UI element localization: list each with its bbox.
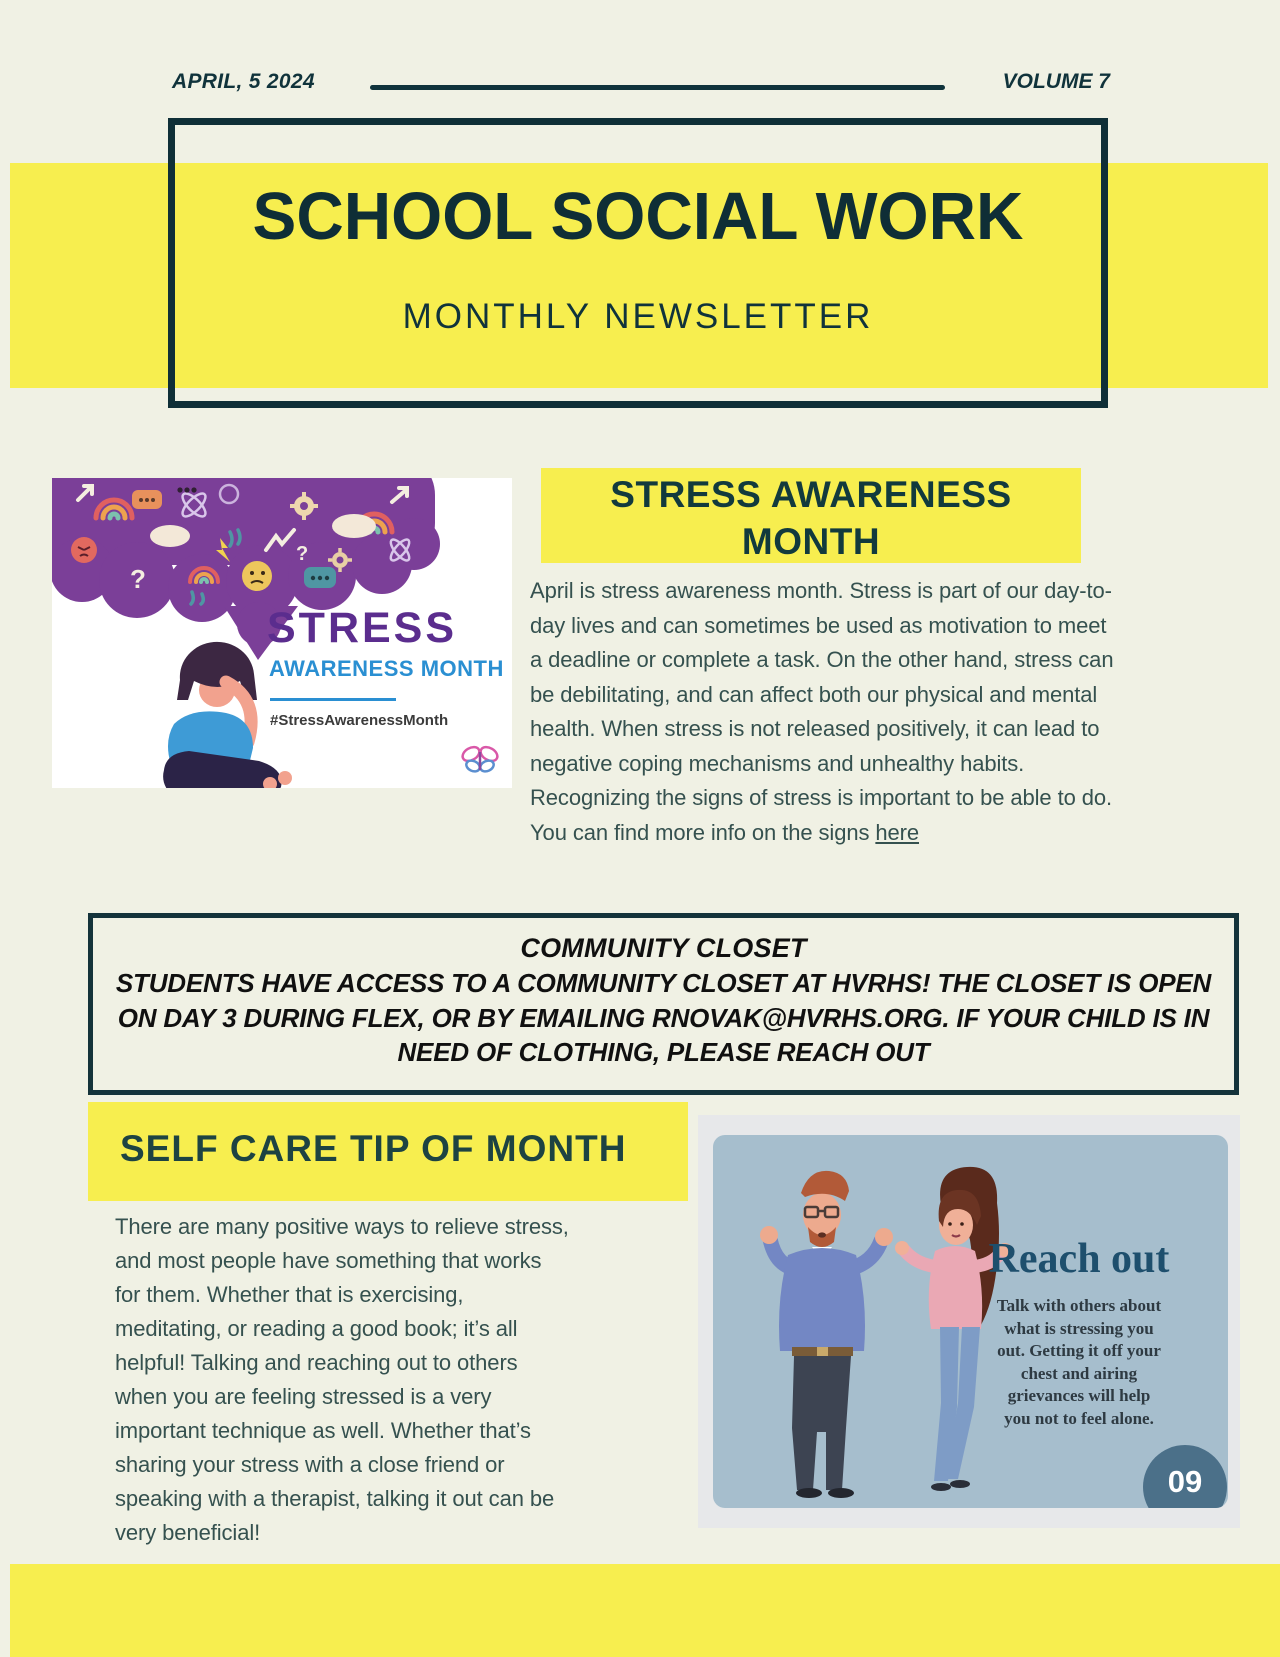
issue-date: APRIL, 5 2024	[172, 70, 315, 93]
signs-info-link[interactable]: here	[875, 819, 920, 845]
paragraph-line: helpful! Talking and reaching out to others	[115, 1350, 518, 1375]
stress-image-subtitle: AWARENESS MONTH	[269, 656, 504, 681]
paragraph-line: sharing your stress with a close friend or	[115, 1452, 505, 1477]
stress-image-underline	[270, 698, 396, 701]
paragraph-line: day lives and can sometimes be used as motivation to meet	[530, 612, 1107, 638]
paragraph-line: meditating, or reading a good book; it’s all	[115, 1316, 518, 1341]
svg-text:?: ?	[130, 564, 146, 594]
header-divider	[370, 85, 945, 90]
butterfly-icon	[460, 744, 500, 773]
svg-text:?: ?	[296, 543, 309, 565]
reach-out-line: grievances will help	[1007, 1386, 1151, 1405]
paragraph-line: negative coping mechanisms and unhealthy habits.	[530, 750, 1025, 776]
reach-out-line: out. Getting it off your	[997, 1341, 1161, 1360]
reach-out-line: chest and airing	[1020, 1363, 1138, 1383]
stress-section-heading	[541, 468, 1081, 563]
paragraph-line: be debilitating, and can affect both our physical and mental	[530, 681, 1098, 707]
community-line: ON DAY 3 DURING FLEX, OR BY EMAILING RNOVAK@HVRHS.ORG. IF YOUR CHILD IS IN	[117, 1002, 1210, 1033]
reach-out-line: Talk with others about	[996, 1296, 1162, 1315]
newsletter-title: SCHOOL SOCIAL WORK	[252, 179, 1024, 254]
selfcare-paragraph	[115, 1210, 655, 1550]
community-line: NEED OF CLOTHING, PLEASE REACH OUT	[397, 1037, 930, 1067]
selfcare-heading-box	[88, 1102, 688, 1201]
paragraph-line: speaking with a therapist, talking it out can be	[115, 1486, 555, 1511]
paragraph-line: and most people have something that works	[115, 1248, 542, 1273]
paragraph-line: for them. Whether that is exercising,	[115, 1282, 464, 1307]
paragraph-line: when you are feeling stressed is a very	[115, 1384, 492, 1409]
page-number-badge: 09	[1143, 1445, 1227, 1508]
stress-image-title: STRESS	[267, 604, 458, 652]
stress-awareness-image	[52, 478, 512, 788]
paragraph-line: a deadline or complete a task. On the other hand, stress can	[530, 647, 1114, 672]
last-line-text: You can find more info on the signs	[530, 819, 876, 845]
reach-out-image	[698, 1115, 1240, 1528]
reach-out-line: you not to feel alone.	[1004, 1408, 1154, 1428]
reach-out-title: Reach out	[988, 1236, 1170, 1282]
paragraph-last-line	[530, 816, 1178, 851]
community-line: STUDENTS HAVE ACCESS TO A COMMUNITY CLOSET AT HVRHS! THE CLOSET IS OPEN	[115, 968, 1212, 998]
paragraph-line: very beneficial!	[115, 1520, 261, 1545]
reach-out-card	[713, 1135, 1228, 1508]
stress-image-hashtag: #StressAwarenessMonth	[270, 712, 449, 729]
newsletter-subtitle: MONTHLY NEWSLETTER	[402, 297, 874, 336]
masthead-box	[168, 118, 1108, 408]
paragraph-line: There are many positive ways to relieve stress,	[115, 1214, 569, 1239]
paragraph-line: Recognizing the signs of stress is important to be able to do.	[530, 785, 1113, 810]
reach-out-text	[948, 1295, 1210, 1430]
paragraph-line: health. When stress is not released positively, it can lead to	[530, 716, 1100, 741]
selfcare-heading: SELF CARE TIP OF MONTH	[120, 1128, 627, 1169]
stress-heading-line1: STRESS AWARENESS	[610, 474, 1012, 515]
man-figure	[760, 1171, 893, 1498]
volume-label: VOLUME 7	[1002, 70, 1110, 93]
bottom-yellow-strip	[10, 1564, 1280, 1657]
reach-out-line: what is stressing you	[1004, 1318, 1154, 1338]
stress-heading-line2: MONTH	[741, 521, 881, 562]
community-closet-box	[88, 913, 1239, 1095]
community-closet-title: COMMUNITY CLOSET	[520, 933, 807, 963]
paragraph-line: important technique as well. Whether that’s	[115, 1418, 531, 1443]
stress-section-paragraph	[530, 574, 1178, 850]
paragraph-line: April is stress awareness month. Stress is part of our day-to-	[530, 578, 1112, 603]
